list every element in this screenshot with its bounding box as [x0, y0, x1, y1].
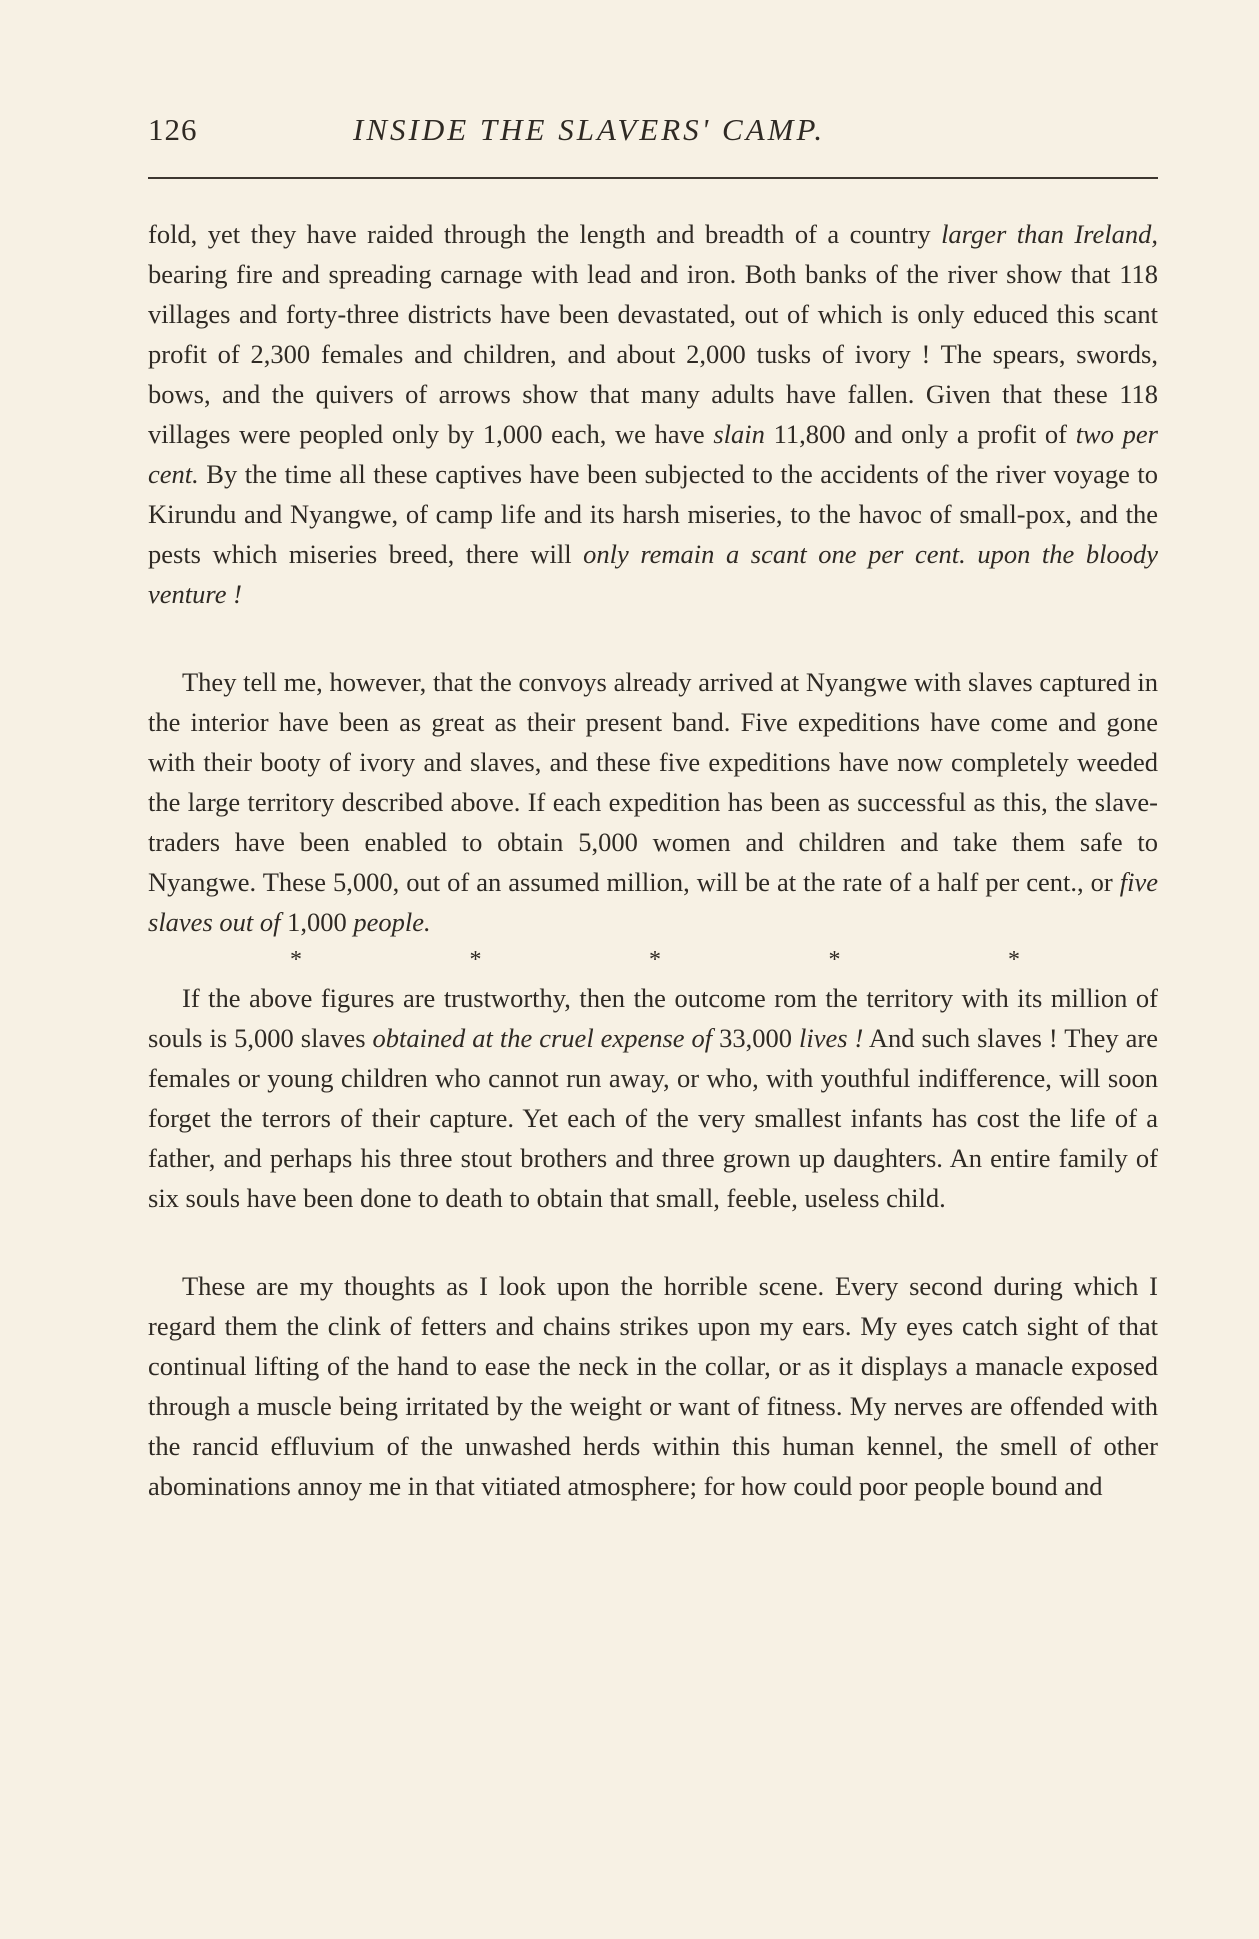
paragraph-gap — [148, 1218, 1158, 1266]
text-run: And such slaves ! They are females or young children who cannot run away, or who, with youthful indifference, will soon forget the terrors of their capture. Yet each of the very smallest infants has cost the life of a father, and perhaps his three stout brothers and three grown up daughters. An entire family of six souls have been done to death to obtain that small, feeble, useless child. — [148, 1023, 1158, 1213]
text-run: bearing fire and spreading carnage with lead and iron. Both banks of the river show that 118 villages and forty-three districts have been devastated, out of which is only educed this scant profit of 2,300 females and children, and about 2,000 tusks of ivory ! The spears, swords, bows, and the quivers of arrows show that many adults have fallen. Given that these 118 villages were peopled only by 1,000 each, we have — [148, 259, 1158, 449]
italic-run: only remain a scant one per cent. upon the bloody venture ! — [148, 539, 1158, 609]
running-title: INSIDE THE SLAVERS' CAMP. — [353, 112, 826, 147]
italic-run: obtained at the cruel expense of — [372, 1023, 713, 1053]
separator-star: * — [828, 947, 841, 973]
italic-run: two per cent. — [148, 419, 1158, 489]
italic-run: five slaves out of — [148, 867, 1158, 937]
running-head — [148, 112, 1158, 156]
text-run: 1,000 — [280, 907, 354, 937]
separator-star: * — [1008, 947, 1020, 973]
paragraph-gap — [148, 614, 1158, 662]
body-text — [148, 214, 1158, 1506]
section-separator — [290, 942, 1020, 978]
italic-run: larger than Ireland, — [941, 219, 1159, 249]
text-run: If the above figures are trustworthy, then the outcome rom the territory with its million of souls is 5,000 slaves — [148, 983, 1158, 1053]
paragraph-2 — [148, 662, 1158, 942]
text-run: 33,000 — [712, 1023, 799, 1053]
italic-run: people. — [353, 907, 431, 937]
separator-star: * — [649, 947, 661, 973]
paragraph-4 — [148, 1266, 1158, 1506]
page-number: 126 — [148, 112, 198, 147]
text-run: fold, yet they have raided through the length and breadth of a country — [148, 219, 931, 249]
italic-run: lives ! — [799, 1023, 864, 1053]
paragraph-3 — [148, 978, 1158, 1218]
separator-star: * — [469, 947, 482, 973]
text-run: These are my thoughts as I look upon the horrible scene. Every second during which I regard them the clink of fetters and chains strikes upon my ears. My eyes catch sight of that continual lifting of the hand to ease the neck in the collar, or as it displays a manacle exposed through a muscle being irritated by the weight or want of fitness. My nerves are offended with the rancid effluvium of the unwashed herds within this human kennel, the smell of other abominations annoy me in that vitiated atmosphere; for how could poor people bound and — [148, 1271, 1158, 1501]
italic-run: slain — [713, 419, 765, 449]
separator-star: * — [290, 947, 302, 973]
header-rule — [148, 177, 1158, 179]
text-run: They tell me, however, that the convoys already arrived at Nyangwe with slaves captured in the interior have been as great as their present band. Five expeditions have come and gone with their booty of ivory and slaves, and these five expeditions have now completely weeded the large territory described above. If each expedition has been as successful as this, the slave-traders have been enabled to obtain 5,000 women and children and take them safe to Nyangwe. These 5,000, out of an assumed million, will be at the rate of a half per cent., or — [148, 667, 1158, 897]
paragraph-1 — [148, 214, 1158, 614]
text-run: By the time all these captives have been subjected to the accidents of the river voyage to Kirundu and Nyangwe, of camp life and its harsh miseries, to the havoc of small-pox, and the pests which miseries breed, there will — [148, 459, 1158, 569]
text-run: 11,800 and only a profit of — [764, 419, 1076, 449]
